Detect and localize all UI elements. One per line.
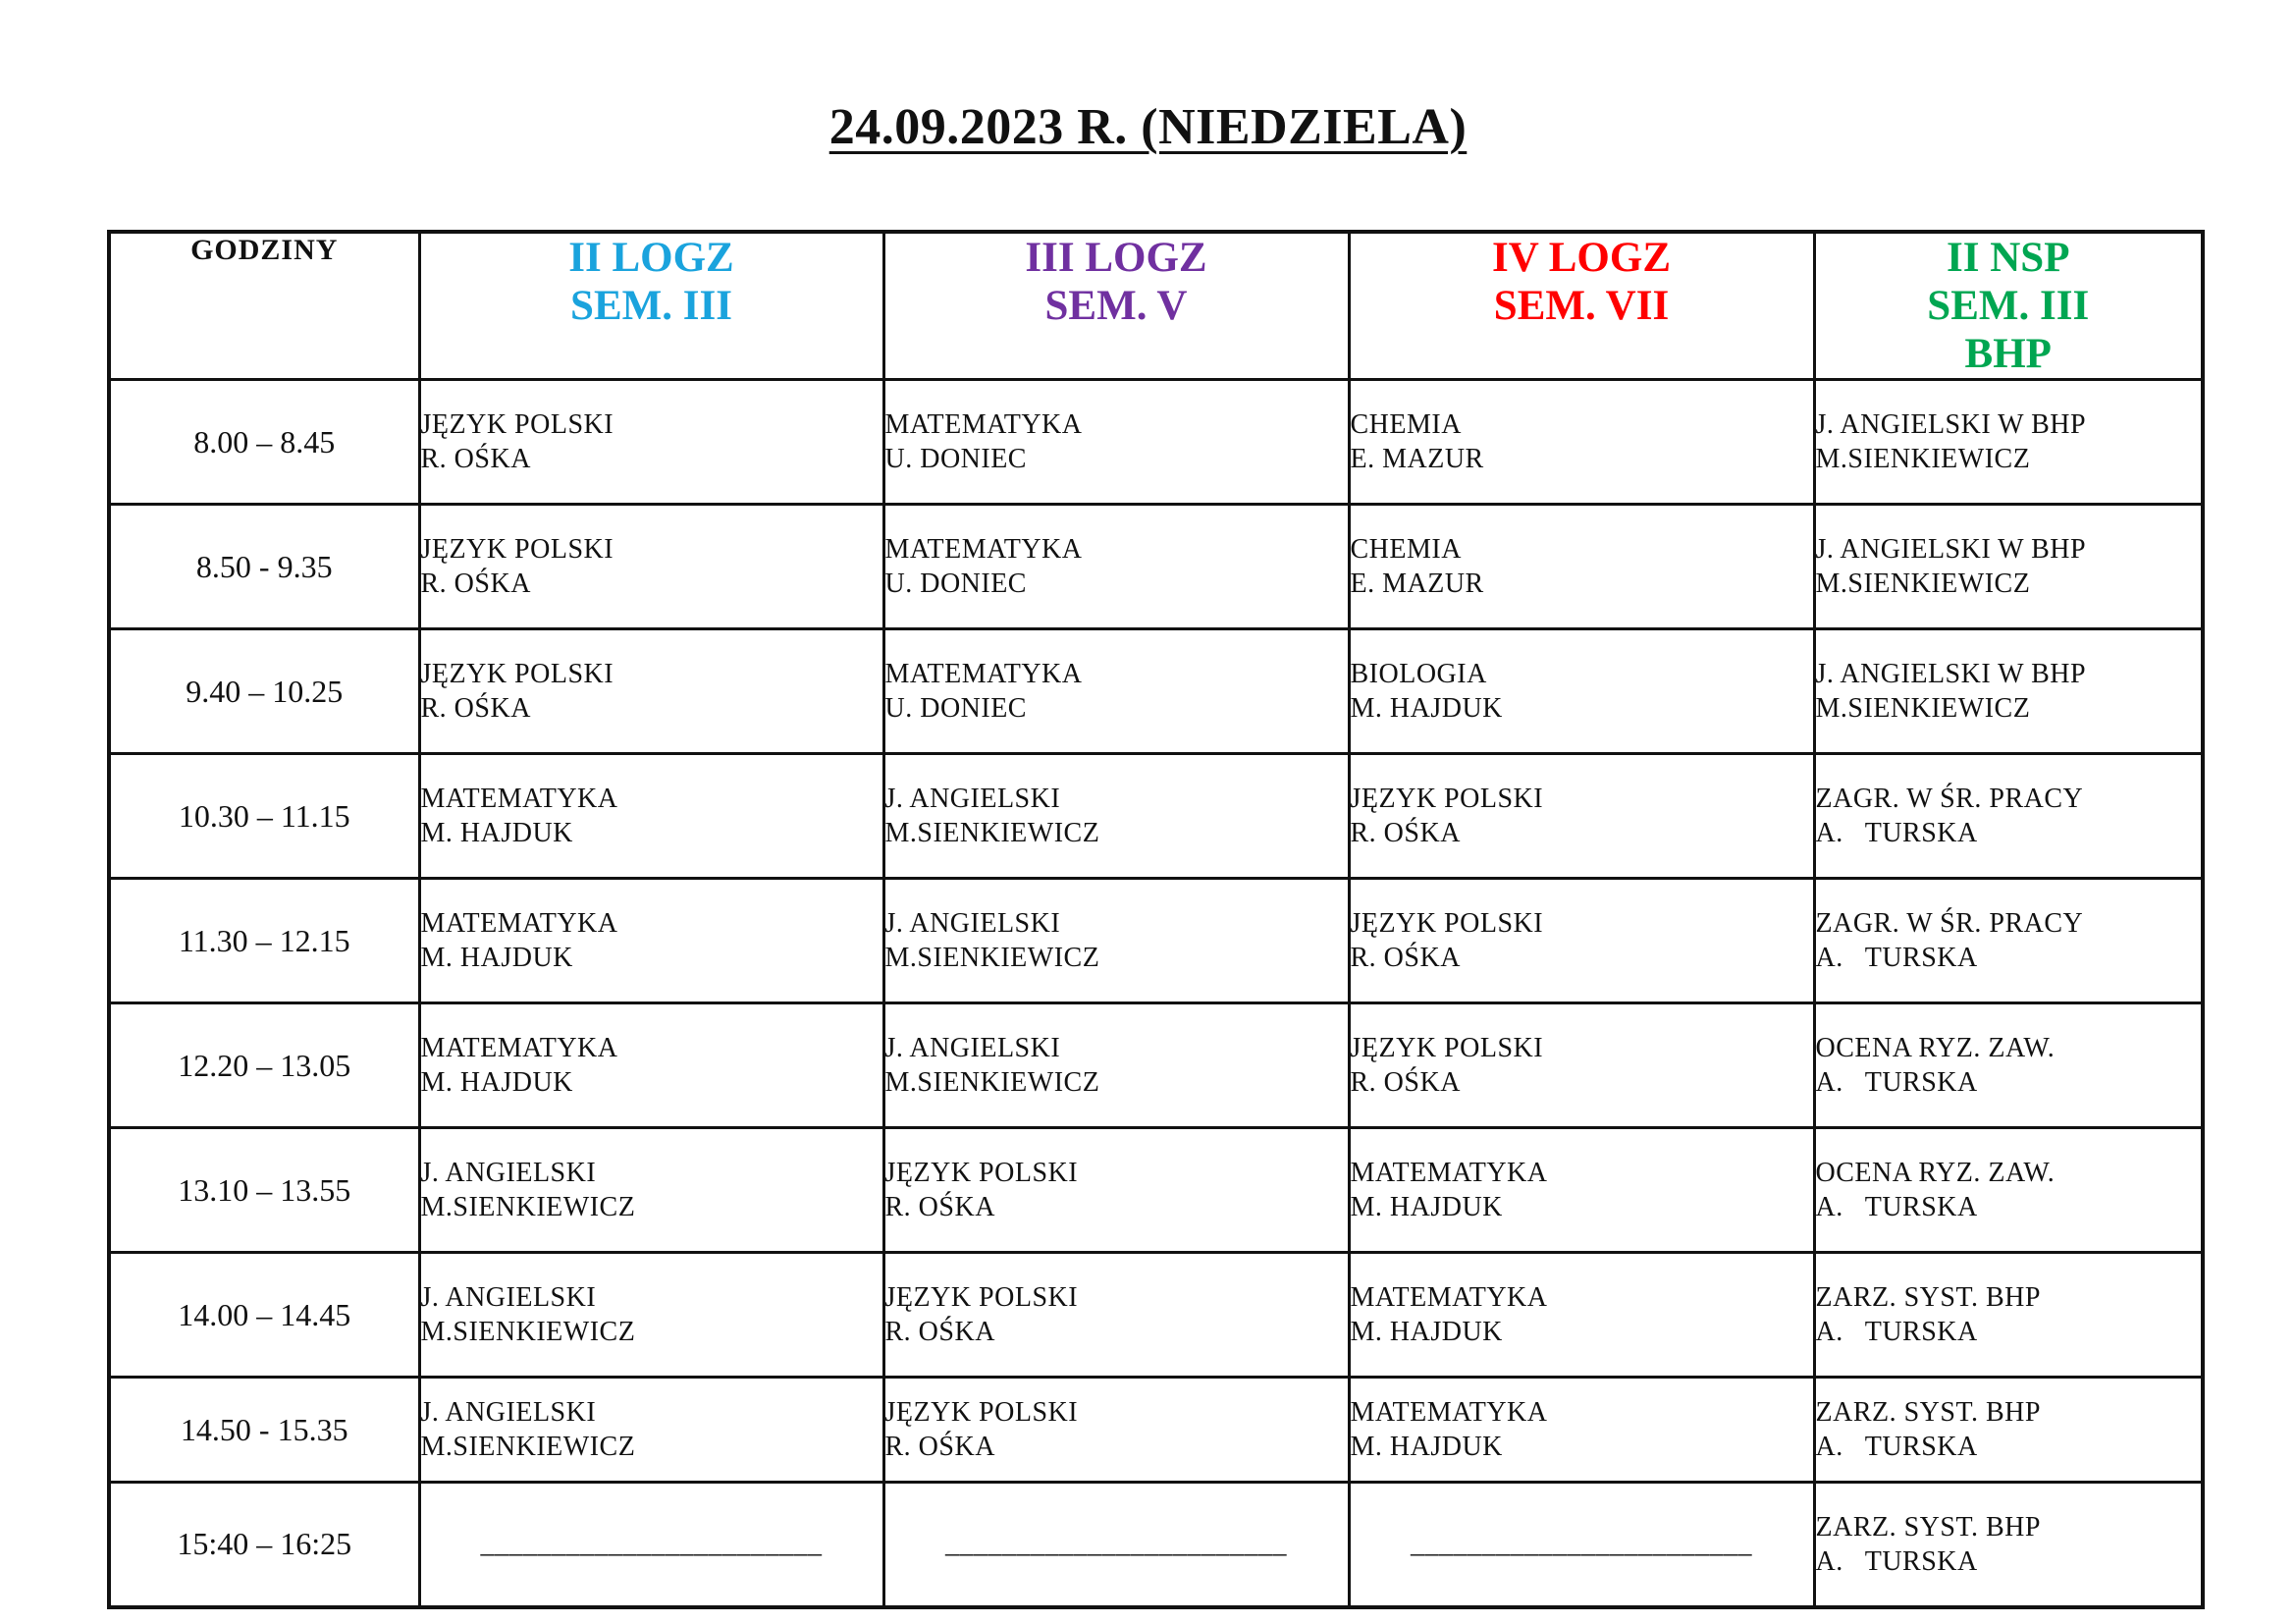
subject-name: JĘZYK POLSKI	[1350, 784, 1544, 814]
time-slot: 9.40 – 10.25	[109, 629, 419, 754]
teacher-name: R. OŚKA	[884, 1432, 995, 1462]
subject-name: ZAGR. W ŚR. PRACY	[1815, 908, 2084, 939]
teacher-name: R. OŚKA	[884, 1317, 995, 1347]
time-slot: 13.10 – 13.55	[109, 1128, 419, 1253]
subject-name: OCENA RYZ. ZAW.	[1815, 1033, 2056, 1063]
group-header-ii-logz	[419, 232, 883, 380]
lesson-cell	[883, 629, 1349, 754]
teacher-name: M.SIENKIEWICZ	[884, 943, 1100, 973]
lesson-cell	[1814, 754, 2203, 879]
teacher-name: A. TURSKA	[1815, 1432, 1978, 1462]
empty-slot	[1349, 1483, 1814, 1607]
group-header-line: BHP	[1964, 331, 2052, 377]
schedule-table	[107, 230, 2205, 1609]
group-header-line: II NSP	[1947, 235, 2070, 281]
lesson-row	[109, 1003, 2203, 1128]
empty-slot-line: ________________________	[480, 1529, 823, 1560]
teacher-name: M.SIENKIEWICZ	[420, 1317, 636, 1347]
subject-name: MATEMATYKA	[420, 908, 618, 939]
subject-name: MATEMATYKA	[1350, 1158, 1548, 1188]
lesson-cell	[1814, 879, 2203, 1003]
lesson-cell	[883, 754, 1349, 879]
lesson-cell	[1349, 1253, 1814, 1378]
time-slot: 8.50 - 9.35	[109, 505, 419, 629]
teacher-name: R. OŚKA	[420, 693, 531, 724]
lesson-cell	[883, 505, 1349, 629]
lesson-cell	[1349, 505, 1814, 629]
lesson-cell	[1349, 1003, 1814, 1128]
subject-name: JĘZYK POLSKI	[884, 1282, 1079, 1313]
subject-name: JĘZYK POLSKI	[884, 1397, 1079, 1428]
group-header-iii-logz	[883, 232, 1349, 380]
group-header-line: SEM. III	[570, 283, 732, 329]
subject-name: J. ANGIELSKI	[420, 1158, 597, 1188]
lesson-row	[109, 505, 2203, 629]
subject-name: JĘZYK POLSKI	[420, 534, 614, 565]
subject-name: JĘZYK POLSKI	[1350, 1033, 1544, 1063]
time-slot: 15:40 – 16:25	[109, 1483, 419, 1607]
subject-name: J. ANGIELSKI W BHP	[1815, 534, 2087, 565]
empty-slot-line: ________________________	[945, 1529, 1287, 1560]
teacher-name: M. HAJDUK	[420, 943, 573, 973]
lesson-cell	[419, 1253, 883, 1378]
subject-name: J. ANGIELSKI	[884, 908, 1061, 939]
page-title: 24.09.2023 R. (NIEDZIELA)	[828, 99, 1468, 155]
subject-name: CHEMIA	[1350, 534, 1462, 565]
lesson-cell	[1349, 1378, 1814, 1483]
lesson-row	[109, 1128, 2203, 1253]
lesson-row	[109, 879, 2203, 1003]
teacher-name: M. HAJDUK	[420, 1067, 573, 1098]
teacher-name: M.SIENKIEWICZ	[1815, 693, 2031, 724]
header-row	[109, 232, 2203, 380]
subject-name: ZARZ. SYST. BHP	[1815, 1397, 2041, 1428]
time-slot: 10.30 – 11.15	[109, 754, 419, 879]
lesson-cell	[883, 1253, 1349, 1378]
time-slot: 14.50 - 15.35	[109, 1378, 419, 1483]
teacher-name: M.SIENKIEWICZ	[1815, 568, 2031, 599]
teacher-name: E. MAZUR	[1350, 568, 1484, 599]
subject-name: J. ANGIELSKI W BHP	[1815, 659, 2087, 689]
lesson-cell	[1814, 1483, 2203, 1607]
empty-slot-line: ________________________	[1411, 1529, 1752, 1560]
lesson-cell	[419, 1378, 883, 1483]
lesson-cell	[419, 1128, 883, 1253]
lesson-row	[109, 1483, 2203, 1607]
lesson-row	[109, 1378, 2203, 1483]
time-slot: 14.00 – 14.45	[109, 1253, 419, 1378]
teacher-name: A. TURSKA	[1815, 1192, 1978, 1222]
teacher-name: M. HAJDUK	[1350, 1192, 1503, 1222]
subject-name: J. ANGIELSKI W BHP	[1815, 409, 2087, 440]
teacher-name: R. OŚKA	[1350, 943, 1461, 973]
subject-name: MATEMATYKA	[884, 659, 1083, 689]
lesson-cell	[419, 380, 883, 505]
subject-name: JĘZYK POLSKI	[1350, 908, 1544, 939]
group-header-line: III LOGZ	[1025, 235, 1207, 281]
teacher-name: A. TURSKA	[1815, 818, 1978, 848]
lesson-cell	[419, 505, 883, 629]
group-header-iv-logz	[1349, 232, 1814, 380]
lesson-row	[109, 380, 2203, 505]
time-column-header: GODZINY	[109, 232, 419, 380]
subject-name: J. ANGIELSKI	[420, 1397, 597, 1428]
teacher-name: U. DONIEC	[884, 693, 1027, 724]
lesson-cell	[1814, 1253, 2203, 1378]
teacher-name: M.SIENKIEWICZ	[884, 1067, 1100, 1098]
teacher-name: M.SIENKIEWICZ	[1815, 444, 2031, 474]
lesson-cell	[1814, 1128, 2203, 1253]
teacher-name: A. TURSKA	[1815, 1317, 1978, 1347]
subject-name: MATEMATYKA	[884, 534, 1083, 565]
teacher-name: E. MAZUR	[1350, 444, 1484, 474]
teacher-name: R. OŚKA	[1350, 818, 1461, 848]
teacher-name: A. TURSKA	[1815, 943, 1978, 973]
lesson-cell	[1814, 505, 2203, 629]
lesson-cell	[1349, 1128, 1814, 1253]
group-header-line: SEM. III	[1927, 283, 2090, 329]
subject-name: MATEMATYKA	[1350, 1397, 1548, 1428]
subject-name: CHEMIA	[1350, 409, 1462, 440]
teacher-name: U. DONIEC	[884, 444, 1027, 474]
subject-name: JĘZYK POLSKI	[420, 659, 614, 689]
lesson-cell	[1349, 380, 1814, 505]
subject-name: OCENA RYZ. ZAW.	[1815, 1158, 2056, 1188]
lesson-cell	[1814, 1378, 2203, 1483]
teacher-name: M.SIENKIEWICZ	[884, 818, 1100, 848]
teacher-name: M.SIENKIEWICZ	[420, 1192, 636, 1222]
teacher-name: A. TURSKA	[1815, 1545, 1978, 1577]
subject-name: MATEMATYKA	[1350, 1282, 1548, 1313]
lesson-cell	[883, 1378, 1349, 1483]
lesson-cell	[883, 879, 1349, 1003]
lesson-cell	[1349, 629, 1814, 754]
schedule-body	[109, 380, 2203, 1607]
empty-slot	[419, 1483, 883, 1607]
lesson-cell	[883, 1003, 1349, 1128]
time-slot: 8.00 – 8.45	[109, 380, 419, 505]
teacher-name: M. HAJDUK	[1350, 1317, 1503, 1347]
lesson-row	[109, 1253, 2203, 1378]
subject-name: MATEMATYKA	[884, 409, 1083, 440]
subject-name: ZAGR. W ŚR. PRACY	[1815, 784, 2084, 814]
group-header-ii-nsp	[1814, 232, 2203, 380]
subject-name: J. ANGIELSKI	[884, 1033, 1061, 1063]
subject-name: J. ANGIELSKI	[420, 1282, 597, 1313]
subject-name: ZARZ. SYST. BHP	[1815, 1282, 2041, 1313]
lesson-cell	[883, 380, 1349, 505]
subject-name: JĘZYK POLSKI	[420, 409, 614, 440]
subject-name: JĘZYK POLSKI	[884, 1158, 1079, 1188]
teacher-name: R. OŚKA	[884, 1192, 995, 1222]
teacher-name: M.SIENKIEWICZ	[420, 1432, 636, 1462]
subject-name: MATEMATYKA	[420, 784, 618, 814]
lesson-cell	[1349, 879, 1814, 1003]
subject-name: J. ANGIELSKI	[884, 784, 1061, 814]
empty-slot	[883, 1483, 1349, 1607]
teacher-name: A. TURSKA	[1815, 1067, 1978, 1098]
teacher-name: R. OŚKA	[1350, 1067, 1461, 1098]
lesson-cell	[419, 629, 883, 754]
group-header-line: SEM. V	[1044, 283, 1188, 329]
lesson-cell	[1814, 1003, 2203, 1128]
lesson-row	[109, 754, 2203, 879]
lesson-cell	[883, 1128, 1349, 1253]
lesson-cell	[419, 754, 883, 879]
subject-name: ZARZ. SYST. BHP	[1815, 1511, 2041, 1543]
teacher-name: M. HAJDUK	[420, 818, 573, 848]
group-header-line: II LOGZ	[568, 235, 734, 281]
teacher-name: R. OŚKA	[420, 568, 531, 599]
group-header-line: IV LOGZ	[1491, 235, 1671, 281]
subject-name: MATEMATYKA	[420, 1033, 618, 1063]
time-slot: 12.20 – 13.05	[109, 1003, 419, 1128]
teacher-name: R. OŚKA	[420, 444, 531, 474]
lesson-row	[109, 629, 2203, 754]
lesson-cell	[419, 879, 883, 1003]
lesson-cell	[1814, 629, 2203, 754]
teacher-name: M. HAJDUK	[1350, 1432, 1503, 1462]
lesson-cell	[419, 1003, 883, 1128]
teacher-name: M. HAJDUK	[1350, 693, 1503, 724]
subject-name: BIOLOGIA	[1350, 659, 1487, 689]
teacher-name: U. DONIEC	[884, 568, 1027, 599]
group-header-line: SEM. VII	[1493, 283, 1670, 329]
lesson-cell	[1814, 380, 2203, 505]
time-slot: 11.30 – 12.15	[109, 879, 419, 1003]
lesson-cell	[1349, 754, 1814, 879]
